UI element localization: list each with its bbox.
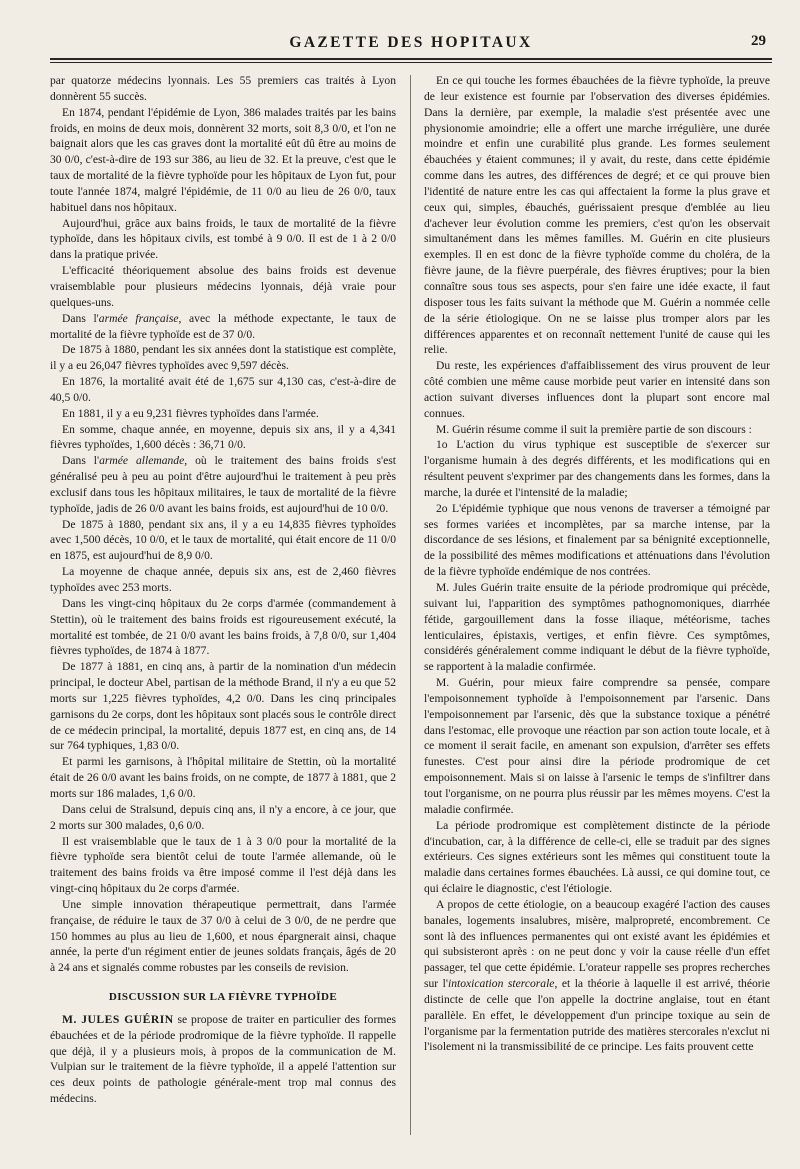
italic-run: intoxication stercorale [447,977,555,991]
paragraph: Du reste, les expériences d'affaiblissement des virus prouvent de leur côté combien une même cause morbide peut varier en intensité dans son action suivant diverses influences dont la plupart sont encore mal connues. [424,359,770,420]
paragraph: En 1881, il y a eu 9,231 fièvres typhoïdes dans l'armée. [62,406,319,420]
paragraph: La période prodromique est complètement distincte de la période d'incubation, car, à la différence de celle-ci, elle se traduit par des signes extérieurs. Ces signes extérieurs sont les mêmes qui constituent toute la maladie dans certaines formes ébauchées. Là aussi, ce qui domine tout, ce qui éclaire le diagnostic, c'est l'étiologie. [424,818,770,896]
right-column [424,73,770,1055]
paragraph: 2o L'épidémie typhique que nous venons de traverser a témoigné par ses formes variées et incomplètes, par sa marche intense, par la discordance de ses lésions, et finalement par sa bénignité exceptionnelle, de la possibilité des mêmes modifications et atténuations dans l'évolution de la fièvre typhoïde endémique de nos contrées. [424,501,770,579]
paragraph: Il est vraisemblable que le taux de 1 à 3 0/0 pour la mortalité de la fièvre typhoïde sera bientôt celui de toute l'armée allemande, où le traitement des bains froids va être imposé comme il l'est déjà dans les vingt-cinq hôpitaux du 2e corps d'armée. [50,834,396,896]
paragraph: De 1877 à 1881, en cinq ans, à partir de la nomination d'un médecin principal, le docteur Abel, partisan de la méthode Brand, il n'y a eu que 52 morts sur 1,225 fièvres typhoïdes, 4,2 0/0. Dans les cinq principales garnisons du 2e corps, dont les hôpitaux sont placés sous le contrôle direct de ce médecin principal, la mortalité, depuis 1877 est, en cinq ans, de 14 sur 764 typhiques, 1,83 0/0. [50,660,396,753]
paragraph-guerin [50,1012,396,1107]
header-rule-thin [50,62,772,63]
journal-title: GAZETTE DES HOPITAUX [289,34,533,51]
paragraph-armee-allemande [50,453,396,516]
paragraph: Dans celui de Stralsund, depuis cinq ans, il n'y a encore, à ce jour, que 2 morts sur 300 malades, 0,6 0/0. [50,802,396,832]
paragraph: Et parmi les garnisons, à l'hôpital militaire de Stettin, où la mortalité était de 26 0/0 avant les bains froids, on ne compte, de 1877 à 1881, que 2 morts sur 186 malades, 1,6 0/0. [50,755,396,800]
paragraph-armee-francaise [50,311,396,343]
paragraph: De 1875 à 1880, pendant six ans, il y a eu 14,835 fièvres typhoïdes avec 1,500 décès, 10 0/0, et le taux de mortalité, qui était encore de 11 0/0 en 1875, est aujourd'hui de 8,9 0/0. [50,517,396,563]
paragraph: De 1875 à 1880, pendant les six années dont la statistique est complète, il y a eu 26,047 fièvres typhoïdes avec 9,597 décès. [50,343,396,373]
header-rule-thick [50,58,772,60]
paragraph: par quatorze médecins lyonnais. Les 55 premiers cas traités à Lyon donnèrent 55 succès. [50,74,396,103]
paragraph: M. Guérin, pour mieux faire comprendre sa pensée, compare l'empoisonnement typhoïde à l'empoisonnement par l'arsenic. Dans l'empoisonnement par l'arsenic, dès que la substance toxique a pénétré dans l'estomac, elle provoque une réaction par son action toute locale, et à ce moment il serait facile, en amenant son expulsion, d'arrêter ses effets funestes. C'est pour ainsi dire la période prodromique de cet empoisonnement. Mais si on laisse à l'arsenic le temps de s'infiltrer dans tout l'organisme, on ne pourra plus réussir par les mêmes moyens. C'est la maladie confirmée. [424,676,770,816]
text-run: , et la théorie à laquelle il est arrivé, théorie distincte de celle que l'on appelle la doctrine anglaise, tout en étant parallèle. En effet, le développement d'un principe toxique au sein de l'organisme par la fermentation putride des matières stercorales n'exclut ni l'isolement ni la transmissibilité de ce principe. Les faits prouvent cette [424,977,771,1054]
section-heading: DISCUSSION SUR LA FIÈVRE TYPHOÏDE [108,991,338,1004]
paragraph: En ce qui touche les formes ébauchées de la fièvre typhoïde, la preuve de leur existence est fournie par l'observation des diverses épidémies. Dans la dernière, par exemple, la maladie s'est présentée avec une physionomie amoindrie; elle a offert une marche irrégulière, une durée moindre et enfin une curabilité plus grande. Les formes seulement ébauchées y étaient communes; il y avait, du reste, dans cette épidémie comme dans les autres, des différences de degré; et ce qui prouve bien l'identité de nature entre les cas qui affectaient la forme la plus grave et ceux qui, simples, ébauchés, guérissaient presque d'emblée au lieu d'achever leur évolution comme les premiers, c'est qu'on les observait simultanément dans les mêmes familles. M. Guérin en cite plusieurs exemples. Il en est donc de la fièvre typhoïde comme du choléra, de la fièvre jaune, de la fièvre puerpérale, des fièvres éruptives; pour la bien connaître sous tous ses aspects, pour s'en faire une idée exacte, il faut disposer tous les faits suivant la méthode que M. Guérin a nommée celle de la série étiologique. On ne se laisse plus tromper alors par les différences apparentes et on reconnaît nettement l'unité de cause qui les relie. [424,74,770,357]
text-run: A propos de cette étiologie, on a beaucoup exagéré l'action des causes banales, logements insalubres, misère, malpropreté, encombrement. Ce sont là des influences permanentes qui ont existé avant les épidémies et qui subsisteront après : on ne peut donc y voir la cause réelle d'un effet passager, tel que cette épidémie. L'orateur rappelle ses propres recherches sur l' [424,897,770,991]
text-run: se propose de traiter en particulier des formes ébauchées et de la période prodromique de la fièvre typhoïde. Il rappelle que déjà, il y a plusieurs mois, à propos de la communication de M. Vulpian sur le traitement de la fièvre typhoïde, il a appelé l'attention sur ces deux points de pathologie générale-ment trop mal connus des médecins. [50,1012,396,1106]
paragraph: L'efficacité théoriquement absolue des bains froids est devenue vraisemblable pour plusieurs médecins lyonnais, déjà vraie pour quelques-uns. [50,264,396,309]
paragraph-etiologie [424,897,770,1055]
text-run: , où le traitement des bains froids s'est généralisé peu à peu au point d'être aujourd'hui le traitement à peu près exclusif dans tous les hôpitaux militaires, le taux de mortalité de la fièvre typhoïde, jadis de 26 0/0 avant les bains froids, est aujourd'hui de 10 0/0. [50,454,396,515]
italic-run: armée française [98,311,179,325]
paragraph: En 1874, pendant l'épidémie de Lyon, 386 malades traités par les bains froids, en moins de deux mois, donnèrent 32 morts, soit 8,3 0/0, et l'on ne baignait alors que les cas graves dont la mortalité eût dû être au moins de 30 0/0, c'est-à-dire de 193 sur 386, au lieu de 32. Et la preuve, c'est que le taux de mortalité de la fièvre typhoïde pour les hôpitaux de Lyon fut, pour toute l'année 1874, malgré l'épidémie, de 11 0/0 au lieu de 26 0/0, taux habituel dans nos hôpitaux. [50,105,396,214]
paragraph: Aujourd'hui, grâce aux bains froids, le taux de mortalité de la fièvre typhoïde, dans les hôpitaux civils, est tombé à 9 0/0. Il est de 1 à 2 0/0 dans la pratique privée. [50,216,396,262]
left-column [50,73,396,1107]
paragraph: M. Jules Guérin traite ensuite de la période prodromique qui précède, suivant lui, l'apparition des symptômes pathognomoniques, diarrhée fétide, gargouillement dans la fosse iliaque, météorisme, taches lenticulaires, épistaxis, vertiges, et enfin fièvre. Ces symptômes, considérés généralement comme indiquant le début de la fièvre typhoïde, se rapportent à la maladie confirmée. [424,581,770,674]
page-number: 29 [751,33,766,49]
text-run: Dans l' [62,454,100,468]
paragraph: 1o L'action du virus typhique est susceptible de s'exercer sur l'organisme humain à des degrés différents, et les modifications qui en résultent peuvent s'exprimer par des changements dans les formes, dans la marche, la durée et l'intensité de la maladie; [424,438,770,499]
paragraph: En 1876, la mortalité avait été de 1,675 sur 4,130 cas, c'est-à-dire de 40,5 0/0. [50,375,396,404]
paragraph: La moyenne de chaque année, depuis six ans, est de 2,460 fièvres typhoïdes avec 253 morts. [50,565,396,594]
paragraph: M. Guérin résume comme il suit la première partie de son discours : [436,422,752,436]
paragraph: Une simple innovation thérapeutique permettrait, dans l'armée française, de réduire le taux de 37 0/0 à celui de 3 0/0, de ne perdre que 150 hommes au plus au lieu de 1,600, et nous épargnerait ainsi, chaque année, la perte d'un régiment entier de jeunes soldats français, âgés de 20 à 24 ans et signalés comme robustes par les conseils de revision. [50,897,396,975]
text-run: Dans l' [62,311,99,325]
newspaper-page [50,30,772,1106]
paragraph: En somme, chaque année, en moyenne, depuis six ans, il y a 4,341 fièvres typhoïdes, 1,600 décès : 36,71 0/0. [50,422,396,452]
paragraph: Dans les vingt-cinq hôpitaux du 2e corps d'armée (commandement à Stettin), où le traitement des bains froids est rigoureusement exécuté, la mortalité est tombée, de 21 0/0 avant les bains froids, à 7,8 0/0, sur 1,404 fièvres typhoïdes, de 1874 à 1877. [50,596,396,658]
text-run: , avec la méthode expectante, le taux de mortalité de la fièvre typhoïde est de 37 0/0. [50,311,396,341]
page-header [50,30,772,56]
column-divider [410,75,411,1135]
italic-run: armée allemande [99,454,185,468]
speaker-name: M. JULES GUÉRIN [62,1012,174,1026]
